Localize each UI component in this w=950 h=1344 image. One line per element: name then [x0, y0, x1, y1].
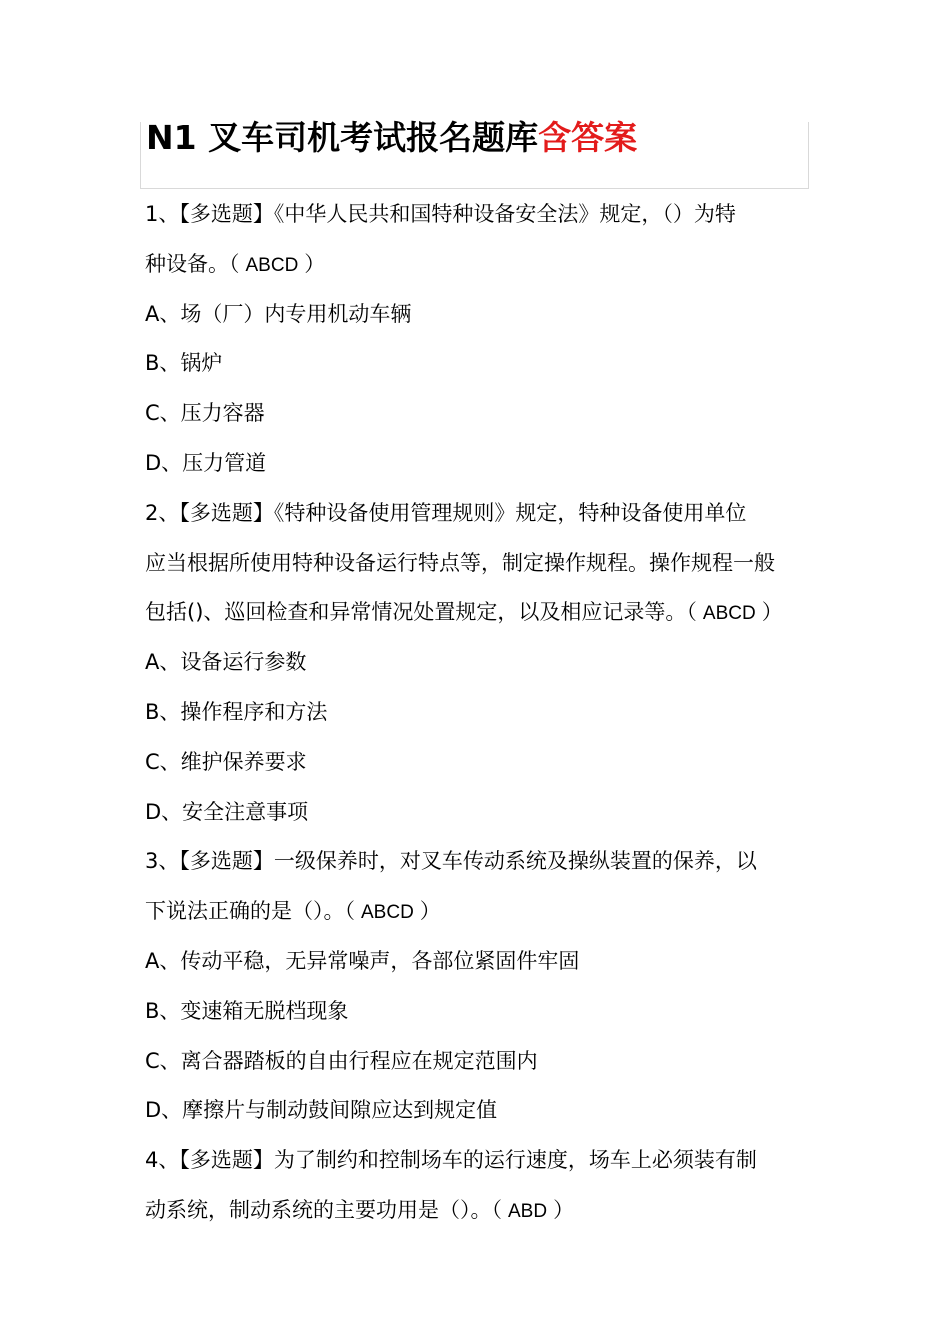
question-text: 3、【多选题】一级保养时，对叉车传动系统及操纵装置的保养，以 [145, 849, 757, 874]
option-c: C、离合器踏板的自由行程应在规定范围内 [145, 1048, 538, 1073]
title-main: N1 叉车司机考试报名题库 [146, 118, 539, 157]
option-c: C、压力容器 [145, 401, 265, 426]
answer-key: ABCD [361, 902, 414, 924]
answer-key: ABCD [245, 254, 299, 276]
question-text-last: 包括()、巡回检查和异常情况处置规定，以及相应记录等。（ ABCD ） [145, 600, 783, 625]
question-text: 应当根据所使用特种设备运行特点等，制定操作规程。操作规程一般 [145, 550, 775, 575]
option-a: A、场（厂）内专用机动车辆 [145, 301, 412, 326]
option-b: B、锅炉 [145, 351, 223, 376]
answer-key: ABCD [702, 603, 756, 625]
question-text-last: 下说法正确的是（）。（ ABCD ） [145, 899, 441, 924]
option-c: C、维护保养要求 [145, 749, 307, 774]
option-a: A、设备运行参数 [145, 650, 307, 675]
question-text-last: 动系统，制动系统的主要功用是（）。（ ABD ） [145, 1197, 575, 1222]
question-text: 2、【多选题】《特种设备使用管理规则》规定，特种设备使用单位 [145, 500, 747, 525]
option-b: B、变速箱无脱档现象 [145, 998, 349, 1023]
question-3 [145, 837, 825, 1136]
answer-key: ABD [508, 1200, 548, 1222]
question-text: 4、【多选题】为了制约和控制场车的运行速度，场车上必须装有制 [145, 1148, 757, 1173]
question-text: 1、【多选题】《中华人民共和国特种设备安全法》规定，（）为特 [145, 202, 736, 226]
option-d: D、安全注意事项 [145, 799, 309, 824]
option-a: A、传动平稳，无异常噪声，各部位紧固件牢固 [145, 948, 580, 973]
question-1 [145, 190, 825, 489]
option-b: B、操作程序和方法 [145, 699, 328, 724]
question-4 [145, 1136, 825, 1236]
question-2 [145, 489, 825, 838]
title-highlight: 含答案 [538, 118, 638, 157]
document-title [146, 112, 637, 159]
option-d: D、压力管道 [145, 450, 267, 475]
option-d: D、摩擦片与制动鼓间隙应达到规定值 [145, 1098, 498, 1123]
question-list [145, 190, 825, 1236]
question-text-last: 种设备。（ ABCD ） [145, 251, 326, 276]
